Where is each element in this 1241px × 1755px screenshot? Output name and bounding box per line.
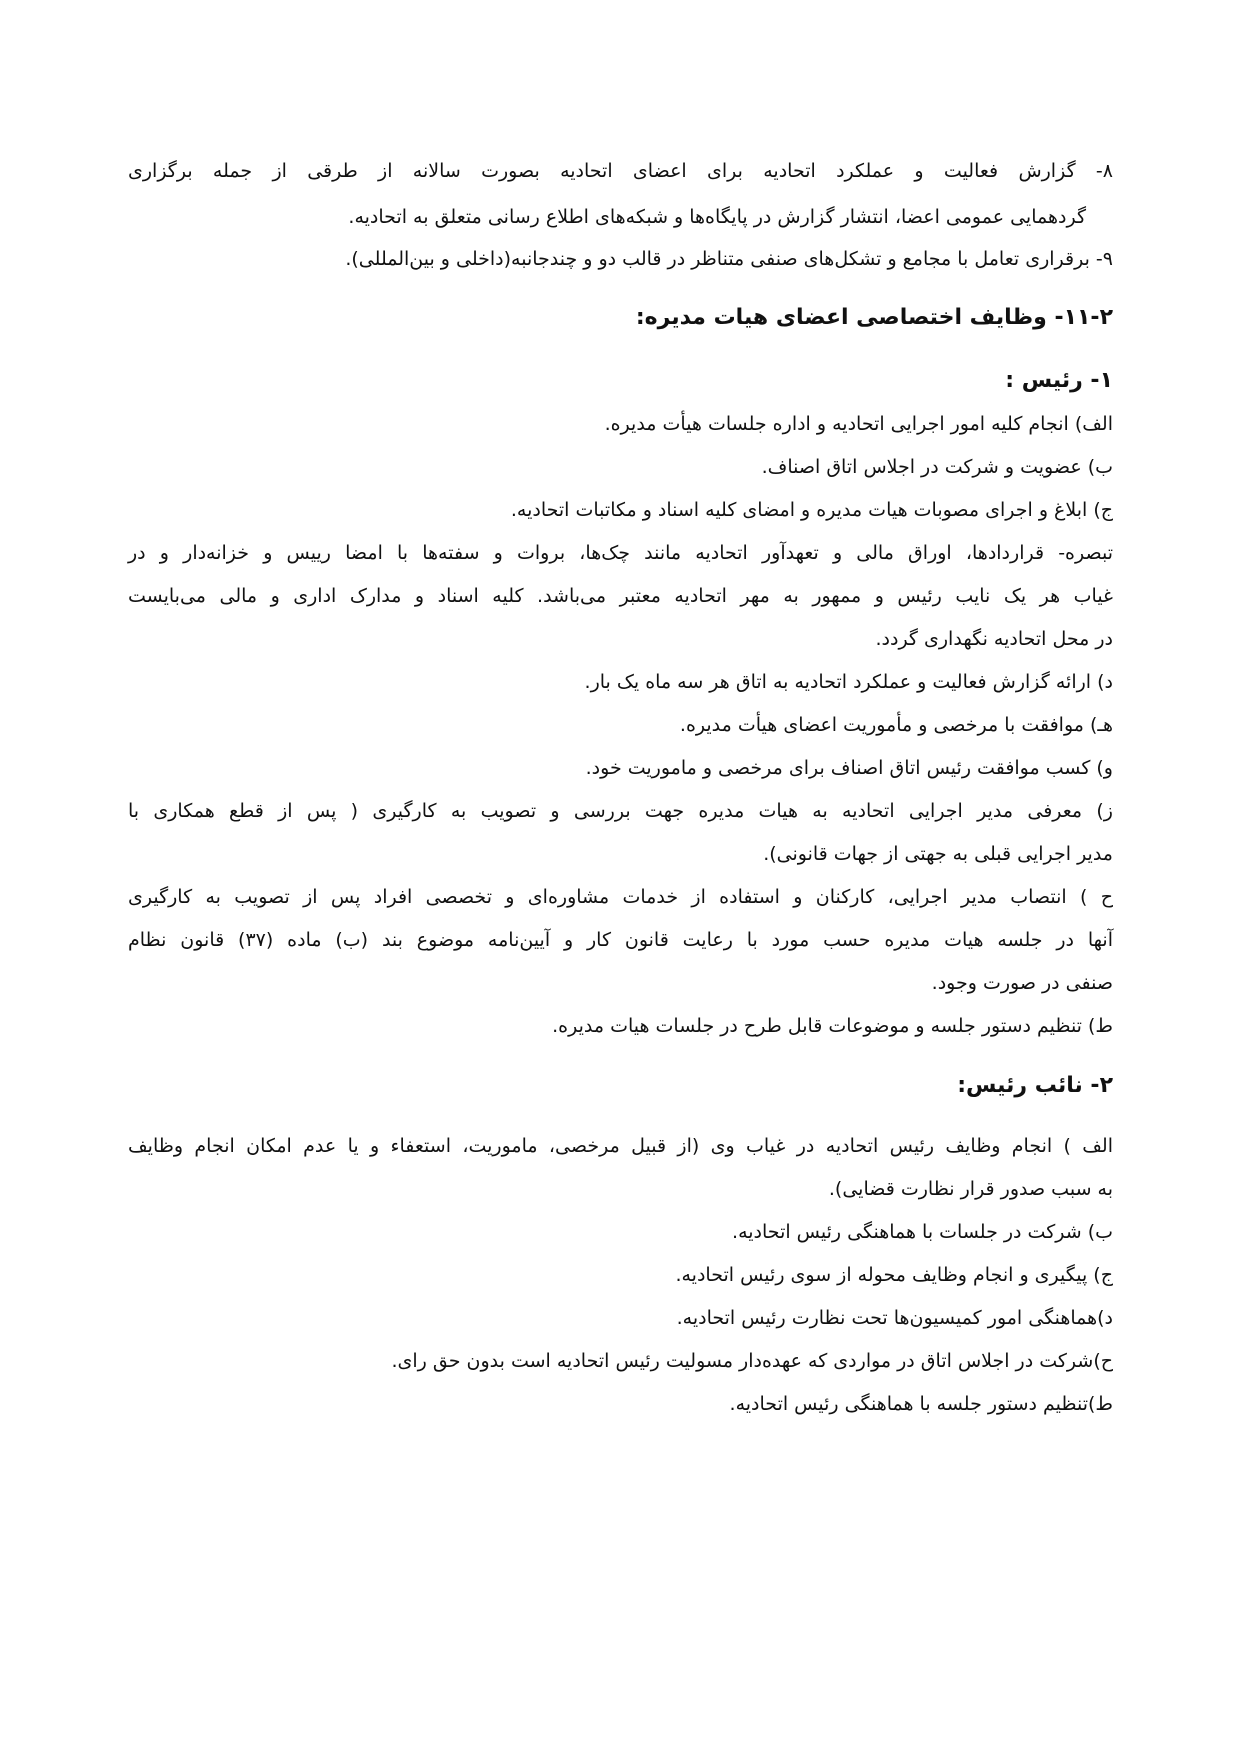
subheading-vice-president: ۲- نائب رئیس: bbox=[957, 1073, 1113, 1098]
president-item-e: هـ) موافقت با مرخصی و مأموریت اعضای هیأت مدیره. bbox=[679, 714, 1113, 736]
president-item-d: د) ارائه گزارش فعالیت و عملکرد اتحادیه به اتاق هر سه ماه یک بار. bbox=[584, 671, 1113, 693]
item-8-line-1: ۸- گزارش فعالیت و عملکرد اتحادیه برای اعضای اتحادیه بصورت سالانه از طرقی از جمله برگزاری bbox=[128, 160, 1113, 182]
president-item-f: و) کسب موافقت رئیس اتاق اصناف برای مرخصی و ماموریت خود. bbox=[585, 757, 1113, 779]
note-line-3: در محل اتحادیه نگهداری گردد. bbox=[875, 628, 1113, 650]
president-item-g-line-2: مدیر اجرایی قبلی به جهتی از جهات قانونی). bbox=[763, 843, 1113, 865]
vice-item-a-line-1: الف ) انجام وظایف رئیس اتحادیه در غیاب وی (از قبیل مرخصی، ماموریت، استعفاء و یا عدم امکان انجام وظایف bbox=[128, 1135, 1113, 1157]
note-line-2: غیاب هر یک نایب رئیس و ممهور به مهر اتحادیه معتبر می‌باشد. کلیه اسناد و مدارک اداری و مالی می‌بایست bbox=[128, 585, 1113, 607]
president-item-g-line-1: ز) معرفی مدیر اجرایی اتحادیه به هیات مدیره جهت بررسی و تصویب به کارگیری ( پس از قطع همکاری با bbox=[128, 800, 1113, 822]
president-item-h-line-1: ح ) انتصاب مدیر اجرایی، کارکنان و استفاده از خدمات مشاوره‌ای و تخصصی افراد پس از تصویب به کارگیری bbox=[128, 886, 1113, 908]
president-item-i: ط) تنظیم دستور جلسه و موضوعات قابل طرح در جلسات هیات مدیره. bbox=[552, 1015, 1113, 1037]
item-9: ۹- برقراری تعامل با مجامع و تشکل‌های صنفی متناظر در قالب دو و چندجانبه(داخلی و بین‌المللی). bbox=[345, 248, 1113, 270]
vice-item-a-line-2: به سبب صدور قرار نظارت قضایی). bbox=[828, 1178, 1113, 1200]
vice-item-c: ج) پیگیری و انجام وظایف محوله از سوی رئیس اتحادیه. bbox=[675, 1264, 1113, 1286]
president-item-h-line-2: آنها در جلسه هیات مدیره حسب مورد با رعایت قانون کار و آیین‌نامه موضوع بند (ب) ماده (۳۷) قانون نظام bbox=[128, 929, 1113, 951]
president-item-h-line-3: صنفی در صورت وجود. bbox=[931, 972, 1113, 994]
president-item-c: ج) ابلاغ و اجرای مصوبات هیات مدیره و امضای کلیه اسناد و مکاتبات اتحادیه. bbox=[510, 499, 1113, 521]
note-line-1: تبصره- قراردادها، اوراق مالی و تعهدآور اتحادیه مانند چک‌ها، بروات و سفته‌ها با امضا رییس و خزانه‌دار و در bbox=[128, 542, 1113, 564]
vice-item-h: ح)شرکت در اجلاس اتاق در مواردی که عهده‌دار مسولیت رئیس اتحادیه است بدون حق رای. bbox=[391, 1350, 1113, 1372]
president-item-a: الف) انجام کلیه امور اجرایی اتحادیه و اداره جلسات هیأت مدیره. bbox=[604, 413, 1113, 435]
president-item-b: ب) عضویت و شرکت در اجلاس اتاق اصناف. bbox=[761, 456, 1113, 478]
item-8-line-2: گردهمایی عمومی اعضا، انتشار گزارش در پایگاه‌ها و شبکه‌های اطلاع رسانی متعلق به اتحادیه. bbox=[348, 206, 1086, 228]
vice-item-b: ب) شرکت در جلسات با هماهنگی رئیس اتحادیه. bbox=[732, 1221, 1113, 1243]
subheading-president: ۱- رئیس : bbox=[1005, 368, 1113, 393]
vice-item-t: ط)تنظیم دستور جلسه با هماهنگی رئیس اتحادیه. bbox=[729, 1393, 1113, 1415]
vice-item-d: د)هماهنگی امور کمیسیون‌ها تحت نظارت رئیس اتحادیه. bbox=[676, 1307, 1113, 1329]
section-heading: ۱۱-۲- وظایف اختصاصی اعضای هیات مدیره: bbox=[635, 305, 1113, 330]
